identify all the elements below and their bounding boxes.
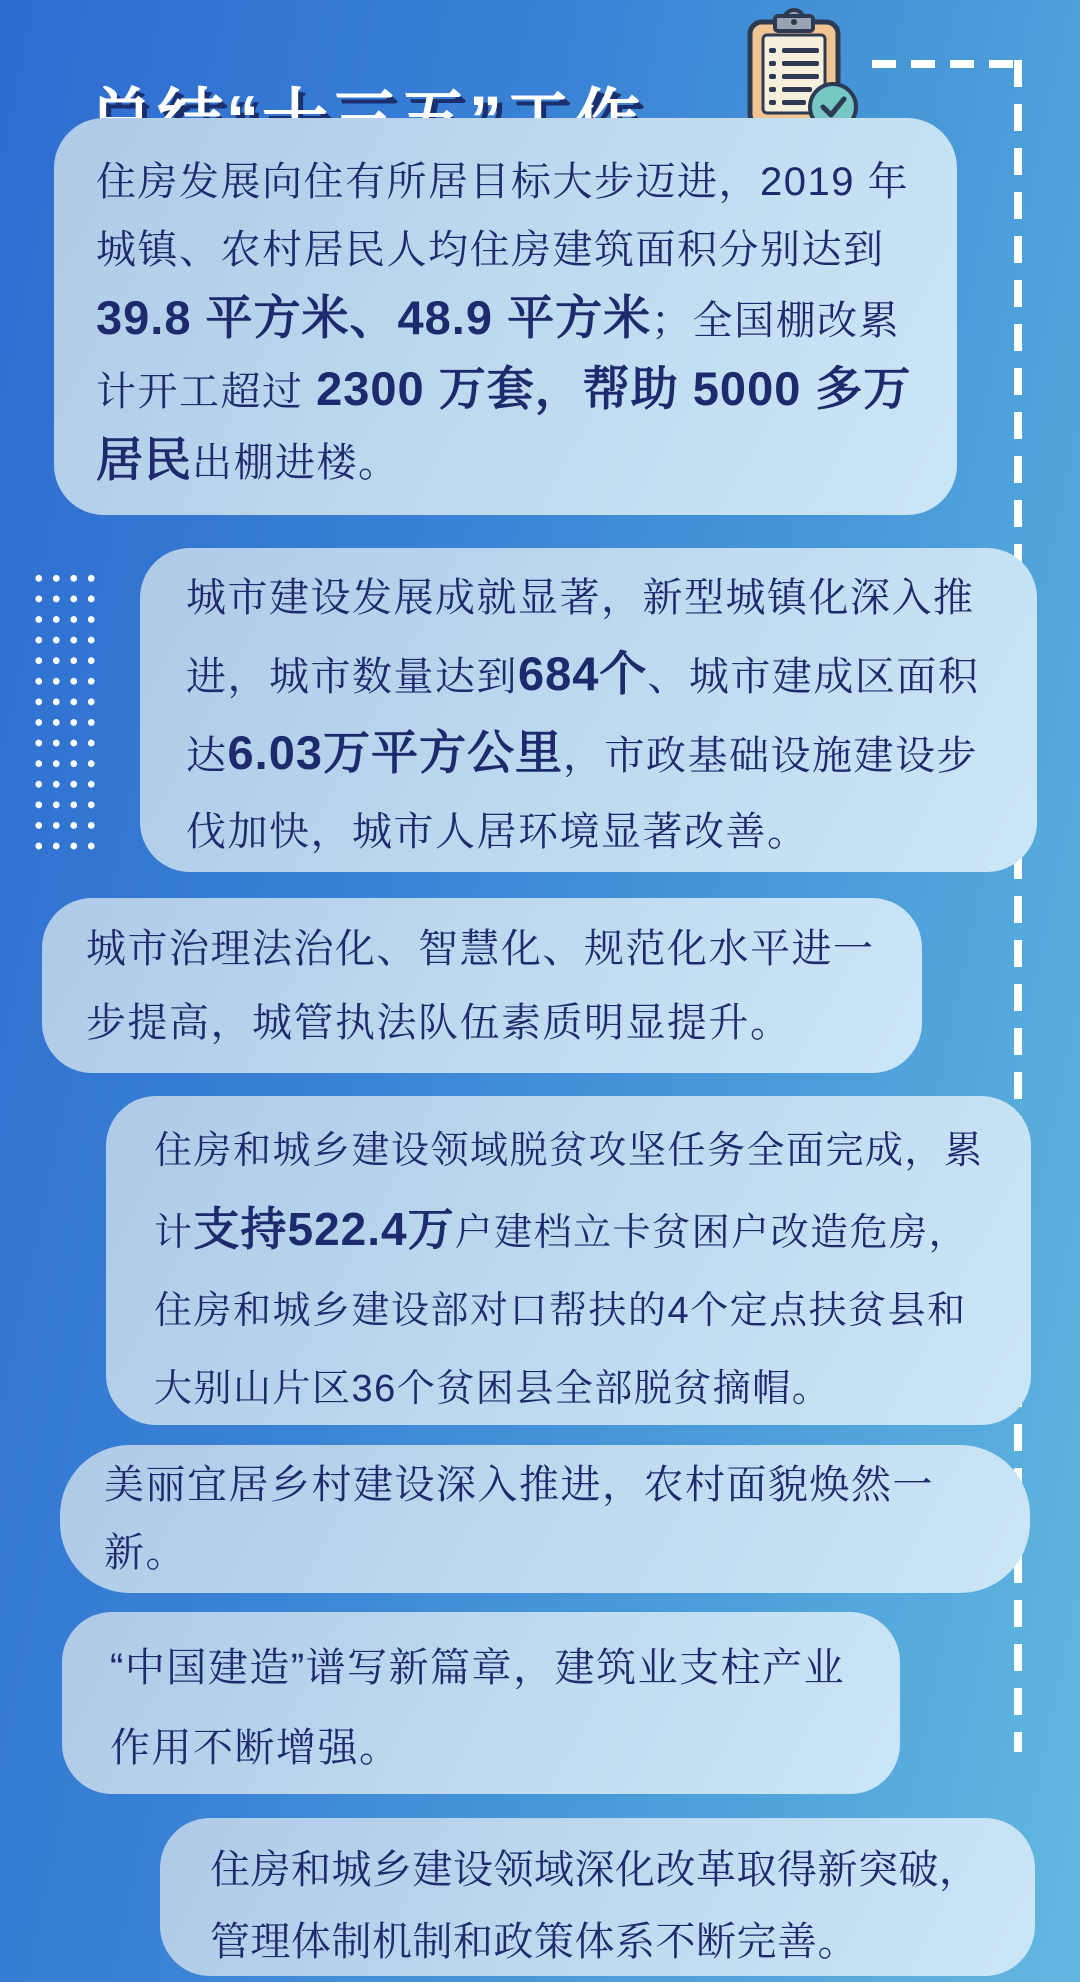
clipboard-check-icon xyxy=(742,8,860,134)
achievement-card-governance: 城市治理法治化、智慧化、规范化水平进一步提高，城管执法队伍素质明显提升。 xyxy=(42,898,922,1073)
achievement-card-construction-industry: “中国建造”谱写新篇章，建筑业支柱产业作用不断增强。 xyxy=(62,1612,900,1794)
achievement-card-reform: 住房和城乡建设领域深化改革取得新突破，管理体制机制和政策体系不断完善。 xyxy=(160,1818,1035,1976)
dashed-connector-horizontal xyxy=(872,60,1022,68)
dot-grid-decoration xyxy=(28,566,100,856)
achievement-card-poverty-alleviation: 住房和城乡建设领域脱贫攻坚任务全面完成，累计支持522.4万户建档立卡贫困户改造危房，住房和城乡建设部对口帮扶的4个定点扶贫县和大别山片区36个贫困县全部脱贫摘帽。 xyxy=(106,1096,1031,1425)
card-text: 美丽宜居乡村建设深入推进，农村面貌焕然一新。 xyxy=(104,1463,934,1575)
achievement-card-rural xyxy=(60,1445,1030,1593)
achievement-card-housing: 住房发展向住有所居目标大步迈进，2019 年城镇、农村居民人均住房建筑面积分别达到 39.8 平方米、48.9 平方米；全国棚改累计开工超过 2300 万套，帮助 5000 多万居民出棚进楼。 xyxy=(54,118,957,515)
achievement-card-urban-construction: 城市建设发展成就显著，新型城镇化深入推进，城市数量达到684个、城市建成区面积达6.03万平方公里，市政基础设施建设步伐加快，城市人居环境显著改善。 xyxy=(140,548,1037,872)
